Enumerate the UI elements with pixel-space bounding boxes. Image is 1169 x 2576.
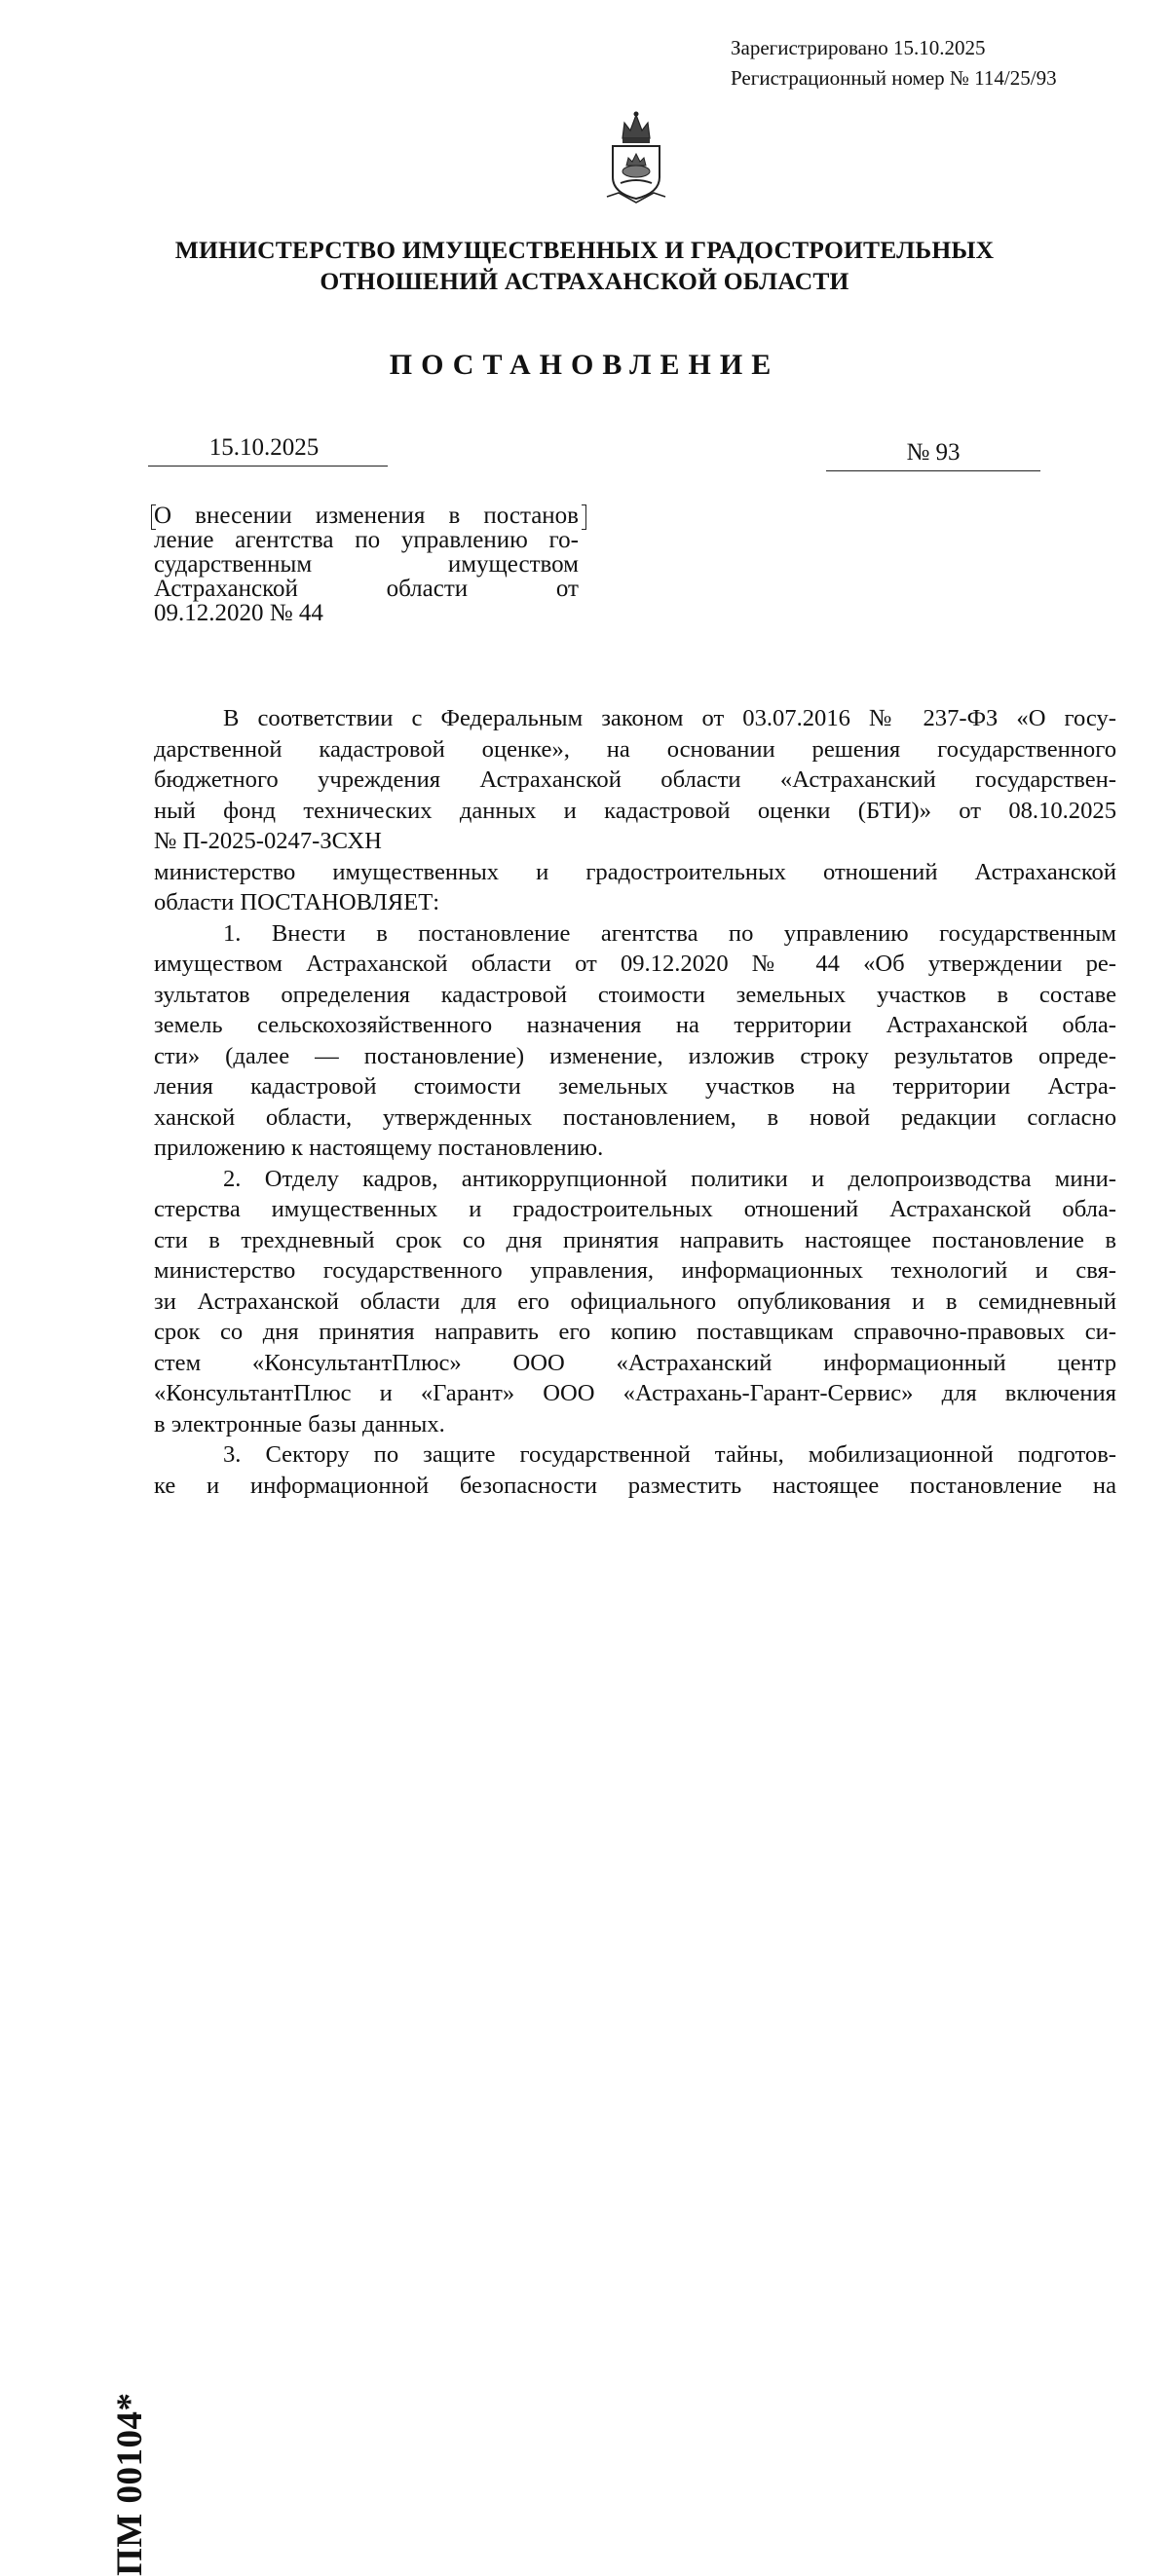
body-line: ления кадастровой стоимости земельных участков на территории Астра- <box>154 1073 1116 1100</box>
body-line: 3. Сектору по защите государственной тайны, мобилизационной подготов- <box>223 1441 1116 1468</box>
subject-line: О внесении изменения в постанов <box>154 503 579 529</box>
body-line: стем «КонсультантПлюс» ООО «Астраханский информационный центр <box>154 1349 1116 1376</box>
subject-bracket-right <box>582 504 586 530</box>
document-date-value: 15.10.2025 <box>208 434 320 461</box>
ministry-name <box>146 235 1023 297</box>
subject-line: Астраханской области от <box>154 576 579 602</box>
body-line: 1. Внести в постановление агентства по управлению государственным <box>223 919 1116 947</box>
body-line: 2. Отделу кадров, антикоррупционной политики и делопроизводства мини- <box>223 1165 1116 1192</box>
body-line: министерство имущественных и градостроительных отношений Астраханской <box>154 858 1116 885</box>
subject-line: 09.12.2020 № 44 <box>154 600 323 626</box>
body-line: В соответствии с Федеральным законом от 03.07.2016 № 237-ФЗ «О госу- <box>223 705 1116 731</box>
subject-bracket-left <box>151 504 156 530</box>
body-line: имуществом Астраханской области от 09.12.2020 № 44 «Об утверждении ре- <box>154 951 1116 977</box>
archive-stamp: ПМ 00104* <box>110 2392 150 2576</box>
body-line: дарственной кадастровой оценке», на основании решения государственного <box>154 735 1116 763</box>
document-number: № 93 <box>826 435 1040 471</box>
body-line: «КонсультантПлюс и «Гарант» ООО «Астрахань-Гарант-Сервис» для включения <box>154 1380 1116 1406</box>
ministry-name-line2: ОТНОШЕНИЙ АСТРАХАНСКОЙ ОБЛАСТИ <box>320 267 849 295</box>
body-line: сти» (далее — постановление) изменение, изложив строку результатов опреде- <box>154 1042 1116 1069</box>
astrakhan-coat-of-arms-icon <box>601 109 671 205</box>
document-body <box>154 703 1116 1501</box>
ministry-name-line1: МИНИСТЕРСТВО ИМУЩЕСТВЕННЫХ И ГРАДОСТРОИТЕЛЬНЫХ <box>174 236 995 264</box>
body-line: министерство государственного управления, информационных технологий и свя- <box>154 1257 1116 1284</box>
body-line: № П-2025-0247-ЗСХН <box>154 828 382 854</box>
body-line: области ПОСТАНОВЛЯЕТ: <box>154 889 440 915</box>
body-line: земель сельскохозяйственного назначения на территории Астраханской обла- <box>154 1012 1116 1038</box>
registration-block <box>731 33 1057 93</box>
body-line: бюджетного учреждения Астраханской области «Астраханский государствен- <box>154 766 1116 793</box>
body-line: приложению к настоящему постановлению. <box>154 1135 604 1161</box>
body-line: сти в трехдневный срок со дня принятия направить настоящее постановление в <box>154 1226 1116 1253</box>
body-line: стерства имущественных и градостроительных отношений Астраханской обла- <box>154 1196 1116 1222</box>
body-line: срок со дня принятия направить его копию поставщикам справочно-правовых си- <box>154 1319 1116 1345</box>
subject-line: ление агентства по управлению го- <box>154 527 579 553</box>
body-line: ханской области, утвержденных постановлением, в новой редакции согласно <box>154 1103 1116 1131</box>
body-line: ке и информационной безопасности разместить настоящее постановление на <box>154 1472 1116 1499</box>
document-subject <box>154 504 579 625</box>
body-line: в электронные базы данных. <box>154 1410 445 1437</box>
subject-line: сударственным имуществом <box>154 551 579 578</box>
document-type-title: ПОСТАНОВЛЕНИЕ <box>389 349 780 381</box>
body-line: зультатов определения кадастровой стоимости земельных участков в составе <box>154 981 1116 1008</box>
document-date <box>148 430 388 467</box>
body-line: ный фонд технических данных и кадастровой оценки (БТИ)» от 08.10.2025 <box>154 797 1116 824</box>
body-line: зи Астраханской области для его официального опубликования и в семидневный <box>154 1288 1116 1315</box>
registration-date: Зарегистрировано 15.10.2025 <box>731 36 986 59</box>
registration-number: Регистрационный номер № 114/25/93 <box>731 66 1057 90</box>
